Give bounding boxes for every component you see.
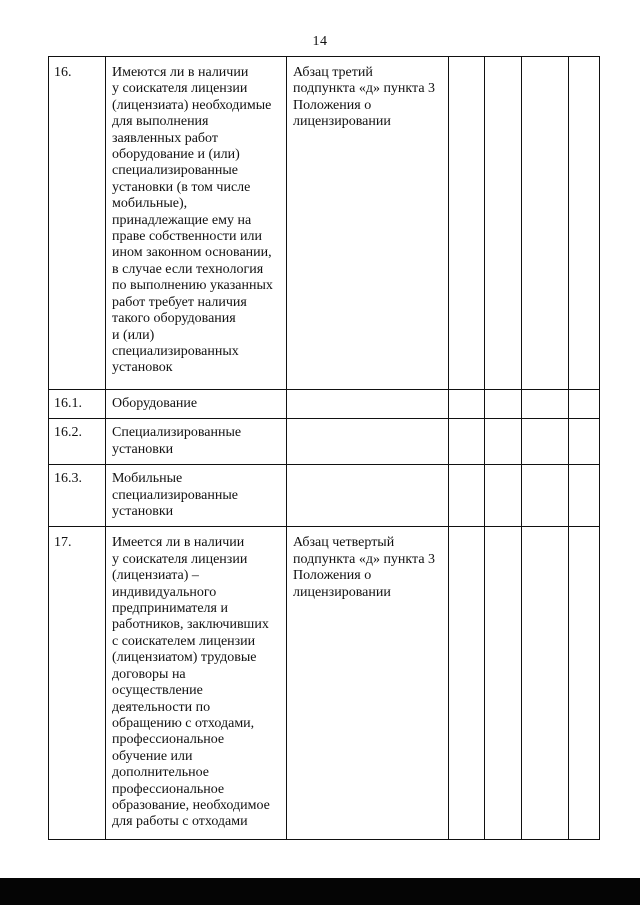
answer-no-cell[interactable]: [485, 419, 522, 465]
notes-cell[interactable]: [569, 390, 600, 419]
notes-cell[interactable]: [569, 419, 600, 465]
answer-no-cell[interactable]: [485, 57, 522, 390]
checklist-table: [48, 56, 600, 840]
question-text: Специализированные установки: [106, 419, 287, 465]
row-number: 16.: [49, 57, 106, 390]
answer-yes-cell[interactable]: [449, 390, 485, 419]
row-number: 16.1.: [49, 390, 106, 419]
answer-yes-cell[interactable]: [449, 57, 485, 390]
answer-na-cell[interactable]: [522, 57, 569, 390]
answer-yes-cell[interactable]: [449, 465, 485, 527]
answer-na-cell[interactable]: [522, 465, 569, 527]
reference-text: Абзац третий подпункта «д» пункта 3 Положения о лицензировании: [287, 57, 449, 390]
page-number: 14: [312, 34, 328, 49]
question-text: Оборудование: [106, 390, 287, 419]
reference-text: Абзац четвертый подпункта «д» пункта 3 Положения о лицензировании: [287, 527, 449, 840]
table-row: [49, 419, 600, 465]
answer-no-cell[interactable]: [485, 390, 522, 419]
question-text: Имеются ли в наличии у соискателя лицензии (лицензиата) необходимые для выполнения заявленных работ оборудование и (или) специализированные установки (в том числе мобильные), принадлежащие ему на праве собственности или ином законном основании, в случае если технология по выполнению указанных работ требует наличия такого оборудования и (или) специализированных установок: [106, 57, 287, 390]
row-number: 16.3.: [49, 465, 106, 527]
row-number: 17.: [49, 527, 106, 840]
row-number: 16.2.: [49, 419, 106, 465]
reference-text: [287, 390, 449, 419]
table-row: [49, 465, 600, 527]
answer-na-cell[interactable]: [522, 527, 569, 840]
notes-cell[interactable]: [569, 527, 600, 840]
reference-text: [287, 465, 449, 527]
table-row: [49, 390, 600, 419]
answer-na-cell[interactable]: [522, 390, 569, 419]
answer-yes-cell[interactable]: [449, 419, 485, 465]
reference-text: [287, 419, 449, 465]
table-row: [49, 527, 600, 840]
answer-yes-cell[interactable]: [449, 527, 485, 840]
answer-no-cell[interactable]: [485, 527, 522, 840]
answer-no-cell[interactable]: [485, 465, 522, 527]
table-row: [49, 57, 600, 390]
scan-border: [0, 878, 640, 905]
notes-cell[interactable]: [569, 57, 600, 390]
question-text: Имеется ли в наличии у соискателя лицензии (лицензиата) – индивидуального предпринимателя и работников, заключивших с соискателем лицензии (лицензиатом) трудовые договоры на осуществление деятельности по обращению с отходами, профессиональное обучение или дополнительное профессиональное образование, необходимое для работы с отходами: [106, 527, 287, 840]
answer-na-cell[interactable]: [522, 419, 569, 465]
question-text: Мобильные специализированные установки: [106, 465, 287, 527]
notes-cell[interactable]: [569, 465, 600, 527]
